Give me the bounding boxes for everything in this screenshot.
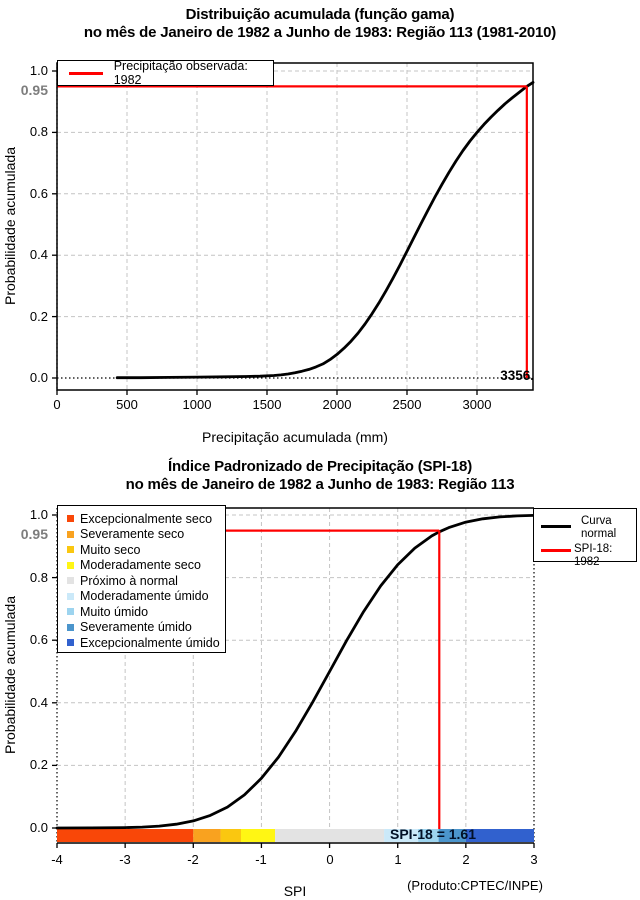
bottom-chart-title-line1: Índice Padronizado de Precipitação (SPI-18) [168,458,472,475]
category-swatch [67,624,74,631]
top-y-axis-label: Probabilidade acumulada [2,147,18,305]
y-tick: 1.0 [29,507,48,522]
legend-item: Moderadamente úmido [62,589,225,605]
bottom-y-axis-label: Probabilidade acumulada [2,596,18,754]
observed-precip-value: 3356. [500,368,534,383]
legend-item: Próximo à normal [62,573,225,589]
top-chart-title-line1: Distribuição acumulada (função gama) [185,6,455,23]
x-tick: -3 [119,852,131,867]
category-swatch [67,562,74,569]
top-x-axis-label: Precipitação acumulada (mm) [202,429,388,445]
y-tick: 0.6 [29,632,48,647]
legend-item: Moderadamente seco [62,558,225,574]
y-threshold-label: 0.95 [20,526,48,542]
product-credit: (Produto:CPTEC/INPE) [407,878,543,893]
x-tick: 1500 [252,397,282,412]
y-tick: 0.0 [29,370,48,385]
top-chart-title-line2: no mês de Janeiro de 1982 a Junho de 1983: Região 113 (1981-2010) [83,24,557,41]
x-tick: 2 [462,852,470,867]
x-tick: 2000 [322,397,352,412]
legend-curve-label-line1: Curva [581,515,612,527]
x-tick: 0 [326,852,334,867]
legend-item: Excepcionalmente úmido [62,635,225,651]
category-swatch [67,593,74,600]
spi-value-annotation: SPI-18 = 1.61 [390,826,477,842]
legend-item: Excepcionalmente seco [62,511,225,527]
legend-label: Precipitação observada: 1982 [113,59,248,87]
y-tick: 0.0 [29,820,48,835]
x-tick: -4 [51,852,63,867]
y-tick: 0.4 [29,695,48,710]
x-tick: -1 [255,852,267,867]
bottom-x-axis-label: SPI [283,883,307,899]
x-tick: 0 [53,397,61,412]
x-tick: 3 [530,852,538,867]
curve-legend [533,508,637,568]
legend-item: Muito úmido [62,604,225,620]
x-tick: 1000 [182,397,212,412]
x-tick: 500 [116,397,138,412]
y-tick: 0.2 [29,309,48,324]
category-swatch [67,515,74,522]
legend-item: Severamente seco [62,527,225,543]
category-swatch [67,639,74,646]
legend-item: Severamente úmido [62,620,225,636]
x-tick: 3000 [462,397,492,412]
spi-category-legend [57,505,226,653]
bottom-chart-title-line2: no mês de Janeiro de 1982 a Junho de 1983: Região 113 [125,476,515,493]
legend-item: Muito seco [62,542,225,558]
legend-spi-label: SPI-18: 1982 [574,543,613,568]
category-swatch [67,531,74,538]
y-tick: 0.4 [29,247,48,262]
x-tick: 1 [394,852,402,867]
y-tick: 0.8 [29,124,48,139]
y-tick: 0.2 [29,757,48,772]
top-chart-legend [57,60,274,86]
x-tick: 2500 [392,397,422,412]
black-line-sample [541,525,571,528]
y-threshold-label: 0.95 [20,82,48,98]
x-tick: -2 [187,852,199,867]
category-swatch [67,546,74,553]
category-swatch [67,608,74,615]
y-tick: 0.6 [29,186,48,201]
y-tick: 1.0 [29,63,48,78]
red-line-sample [541,549,571,552]
category-swatch [67,577,74,584]
red-line-sample [69,72,103,75]
y-tick: 0.8 [29,570,48,585]
legend-curve-label-line2: normal [581,528,617,540]
